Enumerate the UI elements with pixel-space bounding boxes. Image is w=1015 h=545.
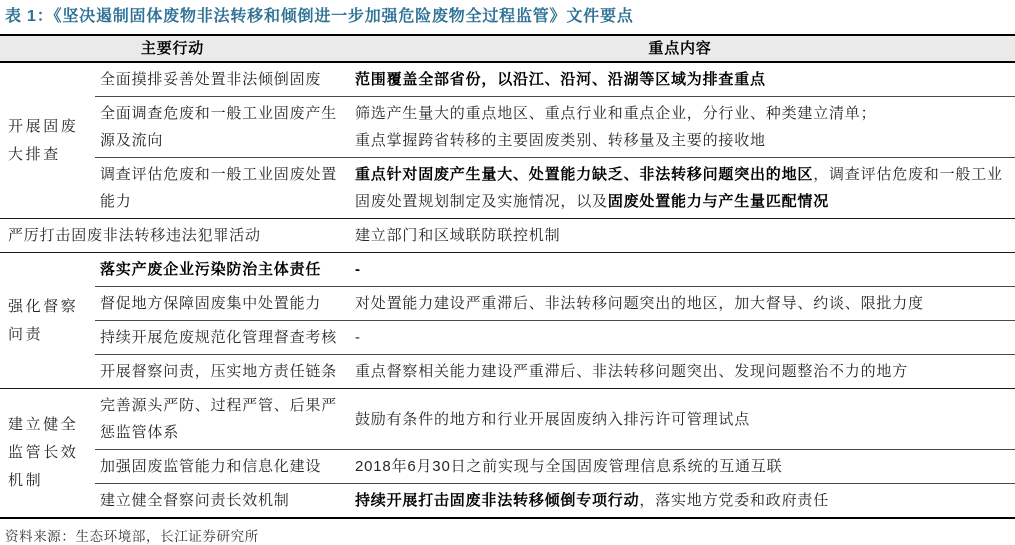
action-text	[100, 487, 339, 514]
group-label-cell: 建立健全监管长效机制	[8, 416, 79, 489]
table-header-row	[0, 36, 1015, 63]
content-cell	[345, 97, 1015, 157]
text-segment: 持续开展危废规范化管理督查考核	[100, 329, 338, 346]
column-header-main-actions: 主要行动	[140, 40, 205, 57]
content-line	[355, 290, 1007, 317]
table-row	[95, 253, 1015, 286]
content-line	[355, 161, 1007, 215]
action-text	[100, 100, 339, 154]
content-line	[355, 100, 1007, 127]
text-segment: 全面摸排妥善处置非法倾倒固废	[100, 71, 322, 88]
content-cell	[345, 355, 1015, 388]
text-segment: 调查评估危废和一般工业固废处置能力	[100, 166, 338, 210]
content-cell	[345, 287, 1015, 320]
group-rows	[95, 389, 1015, 517]
source-note: 资料来源：生态环境部，长江证券研究所	[5, 529, 259, 544]
text-segment: 重点督察相关能力建设严重滞后、非法转移问题突出、发现问题整治不力的地方	[355, 363, 909, 380]
content-line	[355, 406, 1007, 433]
action-cell	[95, 63, 345, 96]
text-segment: 建立健全督察问责长效机制	[100, 492, 290, 509]
text-segment: 建立部门和区域联防联控机制	[355, 227, 561, 244]
action-cell	[95, 355, 345, 388]
text-segment: 对处置能力建设严重滞后、非法转移问题突出的地区，加大督导、约谈、限批力度	[355, 295, 924, 312]
text-segment: 督促地方保障固废集中处置能力	[100, 295, 322, 312]
content-cell	[345, 158, 1015, 218]
content-line	[355, 256, 1007, 283]
content-line	[355, 66, 1007, 93]
action-text	[100, 453, 339, 480]
content-cell	[345, 389, 1015, 449]
column-header-key-content: 重点内容	[648, 40, 712, 57]
table-group	[0, 63, 1015, 218]
action-text	[100, 358, 339, 385]
content-line	[355, 358, 1007, 385]
table-group	[0, 252, 1015, 388]
text-segment: 完善源头严防、过程严管、后果严惩监管体系	[100, 397, 338, 441]
text-segment: 开展督察问责，压实地方责任链条	[100, 363, 338, 380]
content-line	[355, 222, 1007, 249]
action-cell	[95, 450, 345, 483]
content-line	[355, 487, 1007, 514]
text-segment: -	[355, 261, 361, 278]
text-segment: 落实产废企业污染防治主体责任	[100, 261, 322, 278]
text-segment: 全面调查危废和一般工业固废产生源及流向	[100, 105, 338, 149]
table-row	[95, 63, 1015, 96]
text-segment: -	[355, 329, 361, 346]
group-rows	[95, 63, 1015, 218]
text-segment: 固废处置能力与产生量匹配情况	[607, 193, 830, 210]
table-row	[0, 219, 1015, 252]
text-segment: 鼓励有条件的地方和行业开展固废纳入排污许可管理试点	[355, 410, 751, 428]
action-cell	[95, 158, 345, 218]
content-line	[355, 127, 1007, 154]
content-cell	[345, 484, 1015, 517]
table-body	[0, 63, 1015, 517]
text-segment: 重点掌握跨省转移的主要固废类别、转移量及主要的接收地	[355, 132, 766, 149]
table-caption-title: 《坚决遏制固体废物非法转移和倾倒进一步加强危险废物全过程监管》文件要点	[53, 8, 634, 25]
content-cell	[345, 63, 1015, 96]
text-segment: 筛选产生量大的重点地区、重点行业和重点企业，分行业、种类建立清单；	[355, 105, 877, 122]
action-text	[100, 324, 339, 351]
table-caption-number: 表 1：	[5, 8, 54, 25]
action-cell	[0, 219, 345, 252]
text-segment: ，调查评估危废和一般工业固废处置规划制定及实施情况，以及	[355, 166, 1003, 210]
table-row	[95, 320, 1015, 354]
action-text	[100, 66, 339, 93]
action-text	[100, 392, 339, 446]
action-text	[100, 161, 339, 215]
action-cell	[95, 97, 345, 157]
table-row	[95, 483, 1015, 517]
action-cell	[95, 321, 345, 354]
table-caption	[0, 0, 1015, 32]
text-segment: 2018年6月30日之前实现与全国固废管理信息系统的互通互联	[355, 458, 783, 475]
text-segment: 重点针对固废产生量大、处置能力缺乏、非法转移问题突出的地区	[355, 166, 814, 183]
group-rows	[95, 253, 1015, 388]
action-cell	[95, 484, 345, 517]
table-group	[0, 218, 1015, 252]
table-row	[95, 354, 1015, 388]
action-cell	[95, 253, 345, 286]
text-segment: 持续开展打击固废非法转移倾倒专项行动	[355, 492, 640, 509]
text-segment: ，落实地方党委和政府责任	[639, 492, 830, 509]
table-group	[0, 388, 1015, 517]
group-label-cell: 开展固废大排查	[8, 117, 79, 163]
content-cell	[345, 253, 1015, 286]
action-text	[100, 256, 339, 283]
action-cell	[95, 287, 345, 320]
content-line	[355, 453, 1007, 480]
table-row	[95, 157, 1015, 218]
content-cell	[345, 219, 1015, 252]
table-row	[95, 449, 1015, 483]
text-segment: 加强固废监管能力和信息化建设	[100, 458, 322, 475]
action-text	[100, 290, 339, 317]
key-points-table	[0, 34, 1015, 519]
table-row	[95, 389, 1015, 449]
group-label-cell: 强化督察问责	[8, 297, 79, 343]
text-segment: 范围覆盖全部省份，以沿江、沿河、沿湖等区域为排查重点	[355, 71, 766, 88]
text-segment: 严厉打击固废非法转移违法犯罪活动	[8, 227, 261, 244]
table-row	[95, 286, 1015, 320]
action-cell	[95, 389, 345, 449]
group-rows	[0, 219, 1015, 252]
content-cell	[345, 450, 1015, 483]
table-row	[95, 96, 1015, 157]
action-text	[8, 222, 339, 249]
content-line	[355, 324, 1007, 351]
content-cell	[345, 321, 1015, 354]
